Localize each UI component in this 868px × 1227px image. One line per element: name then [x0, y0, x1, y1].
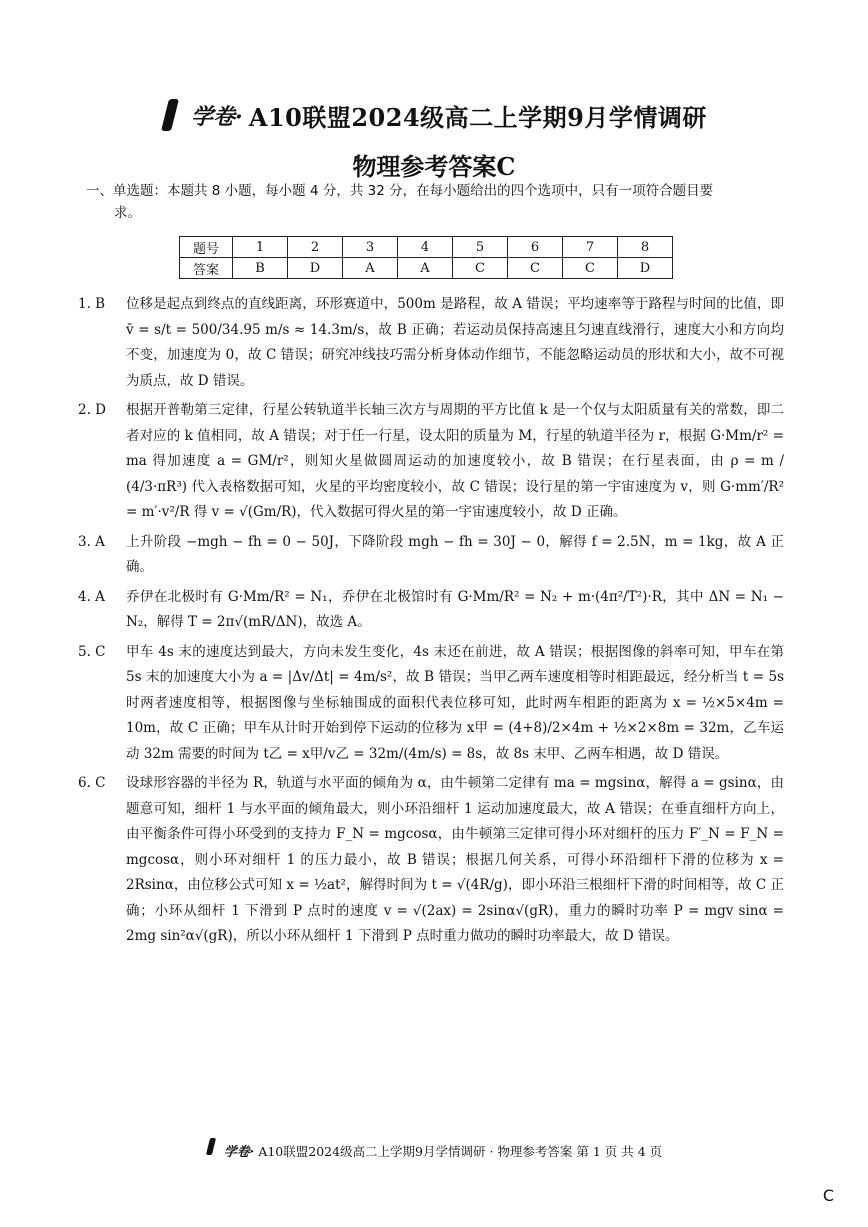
page-subtitle: 物理参考答案C [352, 151, 516, 181]
answer-cell: D [288, 258, 343, 279]
title-line [161, 98, 707, 133]
answer-cell: A [398, 258, 453, 279]
answer-table-number-row [180, 237, 673, 258]
page-title: A10联盟2024级高二上学期9月学情调研 [248, 103, 707, 132]
item-text: 根据开普勒第三定律，行星公转轨道半长轴三次方与周期的平方比值 k 是一个仅与太阳质量有关的常数，即二者对应的 k 值相同，故 A 错误；对于任一行星，设太阳的质量为 M，行星的轨道半径为 r，根据 G·Mm/r² = ma 得加速度 a = GM/r²，则知火星做圆周运动的加速度较小，故 B 错误；在行星表面，由 ρ = m / (4/3·πR³) 代入表格数据可知，火星的平均密度较小，故 C 错误；设行星的第一宇宙速度为 v，则 G·mm′/R² = m′·v²/R 得 v = √(Gm/R)，代入数据可得火星的第一宇宙速度较小，故 D 正确。 [126, 402, 784, 520]
explanation-item [78, 530, 784, 581]
item-text: 设球形容器的半径为 R，轨道与水平面的倾角为 α，由牛顿第二定律有 ma = mgsinα，解得 a = gsinα，由题意可知，细杆 1 与水平面的倾角最大，则小环沿细杆 1 运动加速度最大，故 A 错误；在垂直细杆方向上，由平衡条件可得小环受到的支持力 F_N = mgcosα，由牛顿第三定律可得小环对细杆的压力 F′_N = F_N = mgcosα，则小环对细杆 1 的压力最小，故 B 错误；根据几何关系，可得小环沿细杆下滑的位移为 x = 2Rsinα，由位移公式可知 x = ½at²，解得时间为 t = √(4R/g)，即小环沿三根细杆下滑的时间相等，故 C 正确；小环从细杆 1 下滑到 P 点时的速度 v = √(2ax) = 2sinα√(gR)，重力的瞬时功率 P = mgv sinα = 2mg sin²α√(gR)，所以小环从细杆 1 下滑到 P 点时重力做功的瞬时功率最大，故 D 错误。 [126, 775, 784, 944]
explanation-item [78, 398, 784, 526]
question-number: 5 [453, 237, 508, 258]
section-heading-line1: 一、单选题：本题共 8 小题，每小题 4 分，共 32 分，在每小题给出的四个选项中，只有一项符合题目要 [86, 183, 714, 199]
answer-explanations [78, 292, 784, 954]
document-header [0, 98, 868, 182]
item-number: 5. C [78, 643, 106, 660]
item-number: 1. B [78, 296, 106, 312]
explanation-item [78, 292, 784, 394]
version-mark: C [822, 1186, 834, 1205]
item-text: 甲车 4s 末的速度达到最大，方向未发生变化，4s 末还在前进，故 A 错误；根据图像的斜率可知，甲车在第 5s 末的加速度大小为 a = |Δv/Δt| = 4m/s²，故 B 错误；当甲乙两车速度相等时相距最远，经分析当 t = 5s 时两者速度相等，根据图像与坐标轴围成的面积代表位移可知，此时两车相距的距离为 x = ½×5×4m = 10m，故 C 正确；甲车从计时开始到停下运动的位移为 x甲 = (4+8)/2×4m + ½×2×8m = 32m，乙车运动 32m 需要的时间为 t乙 = x甲/v乙 = 32m/(4m/s) = 8s，故 8s 末甲、乙两车相遇，故 D 错误。 [126, 643, 784, 762]
question-number: 6 [508, 237, 563, 258]
item-text: 上升阶段 −mgh − fh = 0 − 50J，下降阶段 mgh − fh = 30J − 0，解得 f = 2.5N，m = 1kg，故 A 正确。 [126, 533, 784, 575]
section-heading [86, 180, 786, 224]
answer-table-answer-row [180, 258, 673, 279]
explanation-item [78, 771, 784, 950]
brand-logo-icon [161, 99, 183, 133]
item-text: 位移是起点到终点的直线距离，环形赛道中，500m 是路程，故 A 错误；平均速率等于路程与时间的比值，即 v̄ = s/t = 500/34.95 m/s ≈ 14.3m/s，故 B 正确；若运动员保持高速且匀速直线滑行，速度大小和方向均不变，加速度为 0，故 C 错误；研究冲线技巧需分析身体动作细节，不能忽略运动员的形状和大小，故不可视为质点，故 D 错误。 [126, 296, 784, 389]
item-number: 4. A [78, 588, 105, 605]
answer-cell: C [508, 258, 563, 279]
explanation-item [78, 640, 784, 768]
question-number: 2 [288, 237, 343, 258]
section-heading-line2: 求。 [114, 205, 141, 221]
item-text: 乔伊在北极时有 G·Mm/R² = N₁，乔伊在北极馆时有 G·Mm/R² = N₂ + m·(4π²/T²)·R，其中 ΔN = N₁ − N₂，解得 T = 2π√(mR/ΔN)，故选 A。 [126, 588, 784, 630]
answer-cell: D [618, 258, 673, 279]
answer-cell: C [563, 258, 618, 279]
explanation-item [78, 585, 784, 636]
answer-cell: C [453, 258, 508, 279]
question-number: 7 [563, 237, 618, 258]
question-number: 4 [398, 237, 453, 258]
answer-cell: A [343, 258, 398, 279]
question-number: 8 [618, 237, 673, 258]
item-number: 6. C [78, 775, 106, 791]
row-label-number: 题号 [180, 237, 233, 258]
item-number: 3. A [78, 533, 105, 550]
row-label-answer: 答案 [180, 258, 233, 279]
answer-table [179, 236, 673, 279]
answer-cell: B [233, 258, 288, 279]
question-number: 3 [343, 237, 398, 258]
footer-text: A10联盟2024级高二上学期9月学情调研 · 物理参考答案 第 1 页 共 4 页 [258, 1144, 663, 1159]
page-footer [0, 1138, 868, 1160]
footer-logo-icon [206, 1138, 218, 1156]
item-number: 2. D [78, 402, 106, 418]
question-number: 1 [233, 237, 288, 258]
brand-name: 学卷· [191, 104, 243, 130]
footer-brand: 学卷· [223, 1145, 255, 1160]
